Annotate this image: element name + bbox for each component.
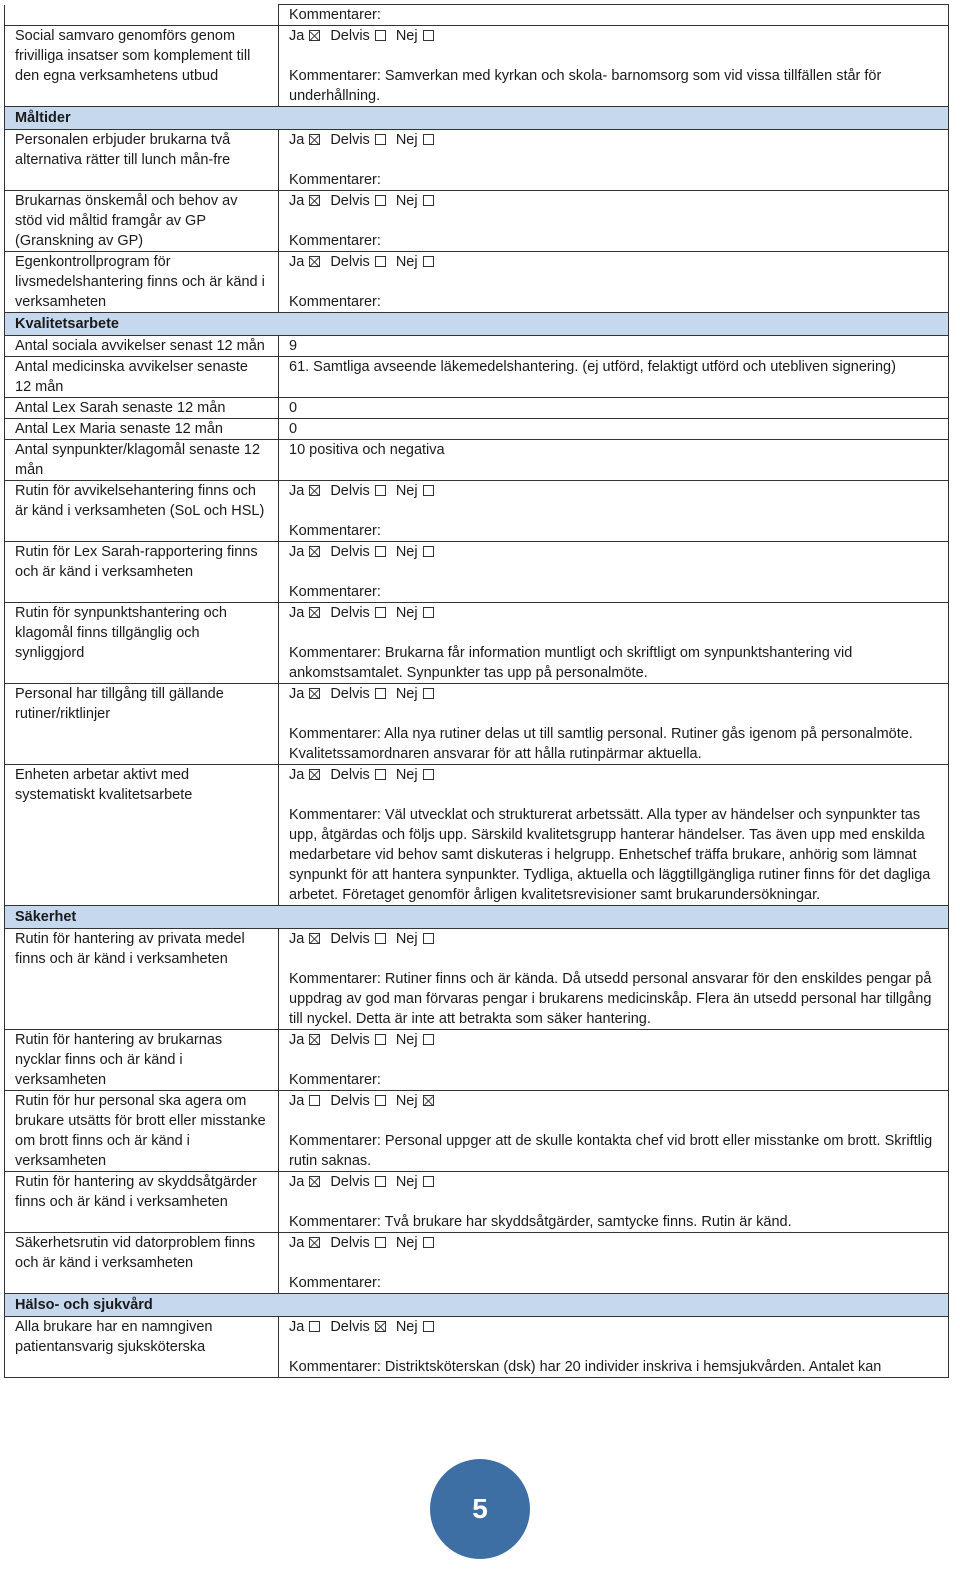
comment (289, 1357, 938, 1377)
delvis-checkbox[interactable] (375, 933, 386, 944)
comment (289, 170, 938, 190)
option-label: Nej (395, 544, 418, 560)
option-label: Delvis (330, 931, 370, 947)
ja-checkbox[interactable] (309, 1095, 320, 1106)
question-cell: Rutin för hantering av brukarnas nycklar finns och är känd i verksamheten (5, 1030, 279, 1091)
ja-checkbox[interactable] (309, 607, 320, 618)
answer-cell (279, 357, 949, 398)
option-nej (396, 603, 434, 623)
option-label: Ja (289, 605, 305, 621)
option-ja (289, 684, 320, 704)
option-label: Delvis (330, 1235, 370, 1251)
delvis-checkbox[interactable] (375, 1095, 386, 1106)
option-label: Nej (395, 193, 418, 209)
option-nej (396, 1233, 434, 1253)
option-delvis (330, 542, 385, 562)
option-ja (289, 929, 320, 949)
comment-label: Kommentarer: (289, 523, 381, 539)
answer-cell (279, 440, 949, 481)
form-row (5, 765, 949, 906)
option-label: Nej (395, 767, 418, 783)
option-label: Nej (395, 1032, 418, 1048)
comment-label: Kommentarer: (289, 584, 381, 600)
nej-checkbox[interactable] (423, 30, 434, 41)
spacer (289, 623, 938, 643)
form-row (5, 1091, 949, 1172)
ja-checkbox[interactable] (309, 1321, 320, 1332)
comment-label: Kommentarer: (289, 1214, 381, 1230)
option-nej (396, 684, 434, 704)
section-title: Hälso- och sjukvård (5, 1294, 949, 1317)
option-label: Ja (289, 1319, 305, 1335)
option-label: Delvis (330, 28, 370, 44)
option-label: Delvis (330, 1032, 370, 1048)
question-cell: Personal har tillgång till gällande rutiner/riktlinjer (5, 684, 279, 765)
answer-cell (279, 481, 949, 542)
spacer (289, 704, 938, 724)
form-row (5, 130, 949, 191)
option-label: Delvis (330, 544, 370, 560)
answer-options (289, 26, 938, 46)
delvis-checkbox[interactable] (375, 546, 386, 557)
question-cell: Egenkontrollprogram för livsmedelshantering finns och är känd i verksamheten (5, 252, 279, 313)
option-ja (289, 1317, 320, 1337)
delvis-checkbox[interactable] (375, 1237, 386, 1248)
answer-options (289, 1030, 938, 1050)
answer-cell (279, 191, 949, 252)
ja-checkbox[interactable] (309, 134, 320, 145)
ja-checkbox[interactable] (309, 688, 320, 699)
comment-text: Samverkan med kyrkan och skola- barnomsorg som vid vissa tillfällen står för underhållning. (289, 68, 882, 104)
option-ja (289, 252, 320, 272)
nej-checkbox[interactable] (423, 769, 434, 780)
ja-checkbox[interactable] (309, 769, 320, 780)
option-delvis (330, 130, 385, 150)
page-number-badge (430, 1459, 530, 1559)
nej-checkbox[interactable] (423, 1176, 434, 1187)
comment-label: Kommentarer: (289, 971, 381, 987)
comment-label: Kommentarer: (289, 1359, 381, 1375)
comment (289, 1212, 938, 1232)
option-label: Delvis (330, 483, 370, 499)
answer-cell (279, 1233, 949, 1294)
nej-checkbox[interactable] (423, 688, 434, 699)
comment-text: Rutiner finns och är kända. Då utsedd personal ansvarar för den enskildes pengar på uppdrag av god man förvaras pengar i brukarens medicinskåp. Flera än utsedd personal har tillgång till nyckel. Detta är inte att betrakta som säker hantering. (289, 971, 932, 1027)
ja-checkbox[interactable] (309, 256, 320, 267)
option-nej (396, 765, 434, 785)
ja-checkbox[interactable] (309, 1034, 320, 1045)
comment (289, 231, 938, 251)
option-label: Nej (395, 1235, 418, 1251)
option-nej (396, 929, 434, 949)
section-title: Kvalitetsarbete (5, 313, 949, 336)
question-cell: Säkerhetsrutin vid datorproblem finns och är känd i verksamheten (5, 1233, 279, 1294)
option-label: Ja (289, 132, 305, 148)
option-nej (396, 1091, 434, 1111)
ja-checkbox[interactable] (309, 1176, 320, 1187)
answer-cell (279, 684, 949, 765)
option-label: Ja (289, 1093, 305, 1109)
option-label: Ja (289, 193, 305, 209)
form-row (5, 603, 949, 684)
question-cell: Enheten arbetar aktivt med systematiskt kvalitetsarbete (5, 765, 279, 906)
comment-text: Väl utvecklat och strukturerat arbetssätt. Alla typer av händelser och synpunkter tas upp, åtgärdas och följs upp. Särskild kvalitetsgrupp hanterar händelser. Tas även upp med enskilda medarbetare vid behov samt diskuteras i helgrupp. Enhetschef träffa brukare, anhörig som lämnat synpunkt för att hantera synpunkter. Tydliga, aktuella och läggtillgängliga rutiner finns för det dagliga arbetet. Företaget genomför årligen kvalitetsrevisioner samt brukarundersökningar. (289, 807, 931, 903)
option-delvis (330, 1317, 385, 1337)
option-label: Delvis (330, 1174, 370, 1190)
option-label: Delvis (330, 686, 370, 702)
continued-question-cell (5, 5, 279, 26)
answer-cell (279, 26, 949, 107)
answer-cell (279, 1030, 949, 1091)
answer-options (289, 130, 938, 150)
spacer (289, 211, 938, 231)
option-label: Nej (395, 483, 418, 499)
section-title: Säkerhet (5, 906, 949, 929)
comment-text: Distriktsköterskan (dsk) har 20 individer inskriva i hemsjukvården. Antalet kan (384, 1359, 882, 1375)
delvis-checkbox[interactable] (375, 688, 386, 699)
option-ja (289, 765, 320, 785)
comment (289, 66, 938, 106)
option-nej (396, 191, 434, 211)
spacer (289, 1337, 938, 1357)
nej-checkbox[interactable] (423, 134, 434, 145)
option-ja (289, 191, 320, 211)
answer-options (289, 1091, 938, 1111)
question-cell: Alla brukare har en namngiven patientansvarig sjuksköterska (5, 1317, 279, 1378)
option-label: Ja (289, 544, 305, 560)
option-label: Nej (395, 931, 418, 947)
comment-label: Kommentarer: (289, 1133, 381, 1149)
option-delvis (330, 191, 385, 211)
spacer (289, 272, 938, 292)
question-cell: Rutin för hantering av skyddsåtgärder finns och är känd i verksamheten (5, 1172, 279, 1233)
answer-cell (279, 542, 949, 603)
option-ja (289, 1030, 320, 1050)
form-row (5, 398, 949, 419)
option-label: Nej (395, 1319, 418, 1335)
spacer (289, 150, 938, 170)
option-label: Nej (395, 1093, 418, 1109)
form-row (5, 440, 949, 481)
form-row (5, 684, 949, 765)
option-label: Nej (395, 686, 418, 702)
delvis-checkbox[interactable] (375, 1176, 386, 1187)
option-label: Ja (289, 1235, 305, 1251)
comment (289, 1273, 938, 1293)
comment (289, 292, 938, 312)
delvis-checkbox[interactable] (375, 1321, 386, 1332)
comment-label: Kommentarer: (289, 645, 381, 661)
form-row (5, 252, 949, 313)
option-label: Nej (395, 1174, 418, 1190)
answer-options (289, 1172, 938, 1192)
option-label: Delvis (330, 254, 370, 270)
spacer (289, 1192, 938, 1212)
option-nej (396, 542, 434, 562)
option-delvis (330, 1091, 385, 1111)
comment (289, 582, 938, 602)
answer-options (289, 542, 938, 562)
option-nej (396, 130, 434, 150)
option-nej (396, 1317, 434, 1337)
page-number: 5 (472, 1493, 488, 1524)
option-nej (396, 26, 434, 46)
ja-checkbox[interactable] (309, 933, 320, 944)
nej-checkbox[interactable] (423, 1034, 434, 1045)
comment-label: Kommentarer: (289, 294, 381, 310)
spacer (289, 1253, 938, 1273)
delvis-checkbox[interactable] (375, 195, 386, 206)
option-ja (289, 542, 320, 562)
option-ja (289, 1172, 320, 1192)
option-delvis (330, 481, 385, 501)
answer-options (289, 1317, 938, 1337)
answer-cell (279, 1172, 949, 1233)
option-delvis (330, 1172, 385, 1192)
form-row (5, 357, 949, 398)
nej-checkbox[interactable] (423, 195, 434, 206)
option-label: Delvis (330, 1093, 370, 1109)
answer-cell (279, 398, 949, 419)
comment-label: Kommentarer: (289, 1072, 381, 1088)
question-cell: Rutin för hantering av privata medel finns och är känd i verksamheten (5, 929, 279, 1030)
option-label: Ja (289, 28, 305, 44)
nej-checkbox[interactable] (423, 546, 434, 557)
question-cell: Rutin för Lex Sarah-rapportering finns och är känd i verksamheten (5, 542, 279, 603)
answer-cell (279, 1091, 949, 1172)
comment (289, 643, 938, 683)
comment-label: Kommentarer: (289, 68, 381, 84)
option-ja (289, 603, 320, 623)
delvis-checkbox[interactable] (375, 1034, 386, 1045)
answer-value: 9 (289, 338, 298, 354)
answer-options (289, 929, 938, 949)
continued-comment-label: Kommentarer: (289, 7, 381, 23)
nej-checkbox[interactable] (423, 1237, 434, 1248)
answer-value: 10 positiva och negativa (289, 442, 445, 458)
question-cell: Antal sociala avvikelser senast 12 mån (5, 336, 279, 357)
question-cell: Personalen erbjuder brukarna två alternativa rätter till lunch mån-fre (5, 130, 279, 191)
option-delvis (330, 26, 385, 46)
continued-row (5, 5, 949, 26)
form-row (5, 1172, 949, 1233)
comment-text: Alla nya rutiner delas ut till samtlig personal. Rutiner gås igenom på personalmöte. Kvalitetssamordnaren ansvarar för att hålla rutinpärmar aktuella. (289, 726, 913, 762)
form-row (5, 1030, 949, 1091)
section-header-row (5, 1294, 949, 1317)
question-cell: Rutin för avvikelsehantering finns och är känd i verksamheten (SoL och HSL) (5, 481, 279, 542)
answer-options (289, 252, 938, 272)
question-cell: Antal synpunkter/klagomål senaste 12 mån (5, 440, 279, 481)
delvis-checkbox[interactable] (375, 769, 386, 780)
form-row (5, 419, 949, 440)
form-row (5, 481, 949, 542)
option-label: Delvis (330, 767, 370, 783)
option-label: Delvis (330, 193, 370, 209)
form-row (5, 1233, 949, 1294)
option-label: Nej (395, 132, 418, 148)
comment (289, 1070, 938, 1090)
option-label: Ja (289, 931, 305, 947)
option-label: Nej (395, 605, 418, 621)
comment (289, 805, 938, 905)
form-row (5, 191, 949, 252)
answer-value: 0 (289, 421, 298, 437)
option-label: Nej (395, 28, 418, 44)
inspection-form-table (4, 4, 949, 1378)
form-row (5, 26, 949, 107)
delvis-checkbox[interactable] (375, 134, 386, 145)
nej-checkbox[interactable] (423, 607, 434, 618)
spacer (289, 949, 938, 969)
answer-options (289, 191, 938, 211)
comment-label: Kommentarer: (289, 233, 381, 249)
question-cell: Antal medicinska avvikelser senaste 12 mån (5, 357, 279, 398)
option-ja (289, 1091, 320, 1111)
comment-text: Brukarna får information muntligt och skriftligt om synpunktshantering vid ankomstsamtalet. Synpunkter tas upp på personalmöte. (289, 645, 853, 681)
option-ja (289, 130, 320, 150)
answer-cell (279, 252, 949, 313)
option-delvis (330, 1233, 385, 1253)
option-delvis (330, 252, 385, 272)
spacer (289, 1111, 938, 1131)
spacer (289, 1050, 938, 1070)
comment-text: Personal uppger att de skulle kontakta chef vid brott eller misstanke om brott. Skriftlig rutin saknas. (289, 1133, 933, 1169)
option-label: Nej (395, 254, 418, 270)
option-nej (396, 1172, 434, 1192)
ja-checkbox[interactable] (309, 30, 320, 41)
nej-checkbox[interactable] (423, 485, 434, 496)
question-cell: Antal Lex Sarah senaste 12 mån (5, 398, 279, 419)
spacer (289, 562, 938, 582)
section-header-row (5, 906, 949, 929)
answer-cell (279, 603, 949, 684)
answer-cell (279, 1317, 949, 1378)
answer-value: 61. Samtliga avseende läkemedelshantering. (ej utförd, felaktigt utförd och utebliven signering) (289, 359, 896, 375)
option-label: Ja (289, 767, 305, 783)
comment (289, 969, 938, 1029)
comment (289, 521, 938, 541)
section-header-row (5, 107, 949, 130)
answer-cell (279, 130, 949, 191)
section-title: Måltider (5, 107, 949, 130)
option-label: Delvis (330, 1319, 370, 1335)
comment-label: Kommentarer: (289, 726, 381, 742)
ja-checkbox[interactable] (309, 485, 320, 496)
nej-checkbox[interactable] (423, 1095, 434, 1106)
option-label: Ja (289, 1032, 305, 1048)
comment-label: Kommentarer: (289, 1275, 381, 1291)
spacer (289, 501, 938, 521)
option-ja (289, 1233, 320, 1253)
comment-label: Kommentarer: (289, 807, 381, 823)
option-ja (289, 481, 320, 501)
ja-checkbox[interactable] (309, 195, 320, 206)
spacer (289, 785, 938, 805)
option-label: Ja (289, 1174, 305, 1190)
option-delvis (330, 603, 385, 623)
section-header-row (5, 313, 949, 336)
comment-text: Två brukare har skyddsåtgärder, samtycke finns. Rutin är känd. (384, 1214, 792, 1230)
continued-comment-cell (279, 5, 949, 26)
option-label: Ja (289, 483, 305, 499)
form-row (5, 542, 949, 603)
nej-checkbox[interactable] (423, 933, 434, 944)
option-delvis (330, 1030, 385, 1050)
option-nej (396, 252, 434, 272)
form-row (5, 336, 949, 357)
form-row (5, 1317, 949, 1378)
answer-cell (279, 765, 949, 906)
form-row (5, 929, 949, 1030)
option-label: Ja (289, 686, 305, 702)
nej-checkbox[interactable] (423, 1321, 434, 1332)
option-delvis (330, 684, 385, 704)
answer-cell (279, 336, 949, 357)
delvis-checkbox[interactable] (375, 30, 386, 41)
option-label: Delvis (330, 132, 370, 148)
delvis-checkbox[interactable] (375, 607, 386, 618)
comment-label: Kommentarer: (289, 172, 381, 188)
option-nej (396, 1030, 434, 1050)
delvis-checkbox[interactable] (375, 485, 386, 496)
option-delvis (330, 929, 385, 949)
comment (289, 1131, 938, 1171)
question-cell: Social samvaro genomförs genom frivilliga insatser som komplement till den egna verksamhetens utbud (5, 26, 279, 107)
answer-options (289, 603, 938, 623)
nej-checkbox[interactable] (423, 256, 434, 267)
answer-cell (279, 419, 949, 440)
comment (289, 724, 938, 764)
option-delvis (330, 765, 385, 785)
answer-options (289, 1233, 938, 1253)
answer-options (289, 765, 938, 785)
question-cell: Brukarnas önskemål och behov av stöd vid måltid framgår av GP (Granskning av GP) (5, 191, 279, 252)
question-cell: Rutin för hur personal ska agera om brukare utsätts för brott eller misstanke om brott finns och är känd i verksamheten (5, 1091, 279, 1172)
question-cell: Antal Lex Maria senaste 12 mån (5, 419, 279, 440)
option-ja (289, 26, 320, 46)
delvis-checkbox[interactable] (375, 256, 386, 267)
question-cell: Rutin för synpunktshantering och klagomål finns tillgänglig och synliggjord (5, 603, 279, 684)
answer-options (289, 684, 938, 704)
answer-options (289, 481, 938, 501)
ja-checkbox[interactable] (309, 546, 320, 557)
answer-value: 0 (289, 400, 298, 416)
option-label: Delvis (330, 605, 370, 621)
spacer (289, 46, 938, 66)
option-label: Ja (289, 254, 305, 270)
form-body (5, 5, 949, 1378)
answer-cell (279, 929, 949, 1030)
option-nej (396, 481, 434, 501)
ja-checkbox[interactable] (309, 1237, 320, 1248)
